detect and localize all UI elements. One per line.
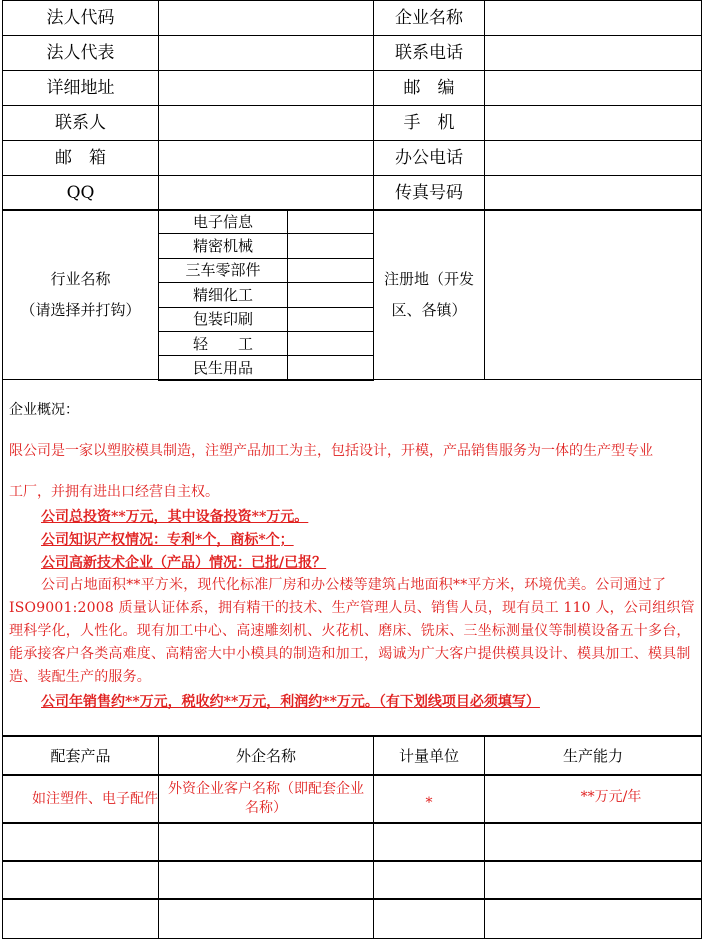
industry-label-cell bbox=[2, 209, 159, 380]
overview-intro-line1: 限公司是一家以塑胶模具制造，注塑产品加工为主，包括设计，开模，产品销售服务为一体的生产型专业 bbox=[9, 443, 653, 459]
company-overview bbox=[2, 379, 702, 736]
table-header: 配套产品 bbox=[2, 736, 159, 776]
table-empty-cell[interactable] bbox=[2, 898, 159, 939]
industry-label: 行业名称 bbox=[50, 270, 111, 289]
field-value-cell[interactable] bbox=[158, 70, 374, 106]
register-label-cell bbox=[373, 209, 485, 380]
field-value-cell[interactable] bbox=[158, 35, 374, 71]
register-value-cell[interactable] bbox=[484, 209, 702, 380]
field-value-cell[interactable] bbox=[158, 0, 374, 36]
field-label: 办公电话 bbox=[373, 140, 485, 176]
table-empty-cell[interactable] bbox=[158, 860, 374, 900]
table-empty-cell[interactable] bbox=[2, 822, 159, 862]
table-header: 生产能力 bbox=[484, 736, 702, 776]
industry-label-hint: （请选择并打钩） bbox=[20, 300, 141, 319]
industry-option-checkbox[interactable] bbox=[287, 355, 374, 380]
industry-option-checkbox[interactable] bbox=[287, 307, 374, 332]
table-empty-cell[interactable] bbox=[484, 898, 702, 939]
industry-option-label: 三车零部件 bbox=[158, 258, 288, 283]
field-label: QQ bbox=[2, 175, 159, 211]
field-value-cell[interactable] bbox=[484, 175, 702, 211]
table-header: 外企名称 bbox=[158, 736, 374, 776]
table-empty-cell[interactable] bbox=[484, 822, 702, 862]
field-label: 邮 箱 bbox=[2, 140, 159, 176]
overview-description: 公司占地面积**平方米，现代化标准厂房和办公楼等建筑占地面积**平方米，环境优美。公司通过了ISO9001:2008 质量认证体系，拥有精干的技术、生产管理人员、销售人员，现有员工 110 人，公司组织管理科学化，人性化。现有加工中心、高速雕刻机、火花机、磨床、铣床、三坐标测量仪等制模设备五十多台，能承接客户各类高难度、高精密大中小模具的制造和加工，竭诚为广大客户提供模具设计、模具加工、模具制造、装配生产的服务。 bbox=[9, 577, 695, 685]
field-label: 法人代表 bbox=[2, 35, 159, 71]
field-label: 邮 编 bbox=[373, 70, 485, 106]
field-value-cell[interactable] bbox=[484, 105, 702, 141]
industry-option-label: 民生用品 bbox=[158, 355, 288, 380]
overview-intro-line2: 工厂，并拥有进出口经营自主权。 bbox=[9, 484, 219, 500]
table-empty-cell[interactable] bbox=[373, 822, 485, 862]
table-example-cell: 如注塑件、电子配件 bbox=[2, 774, 159, 824]
register-label-cont: 区、各镇） bbox=[391, 300, 467, 319]
field-value-cell[interactable] bbox=[158, 140, 374, 176]
overview-investment: 公司总投资**万元，其中设备投资**万元。 bbox=[41, 509, 309, 525]
field-label: 详细地址 bbox=[2, 70, 159, 106]
industry-option-label: 轻 工 bbox=[158, 331, 288, 356]
table-empty-cell[interactable] bbox=[158, 822, 374, 862]
table-empty-cell[interactable] bbox=[373, 898, 485, 939]
table-empty-cell[interactable] bbox=[484, 860, 702, 900]
table-example-cell: * bbox=[373, 774, 485, 824]
industry-option-label: 包装印刷 bbox=[158, 307, 288, 332]
industry-option-label: 电子信息 bbox=[158, 209, 288, 234]
table-header: 计量单位 bbox=[373, 736, 485, 776]
industry-option-checkbox[interactable] bbox=[287, 282, 374, 307]
industry-option-label: 精细化工 bbox=[158, 282, 288, 307]
industry-option-label: 精密机械 bbox=[158, 233, 288, 258]
table-empty-cell[interactable] bbox=[158, 898, 374, 939]
overview-ip: 公司知识产权情况：专利*个，商标*个； bbox=[41, 532, 294, 548]
field-label: 传真号码 bbox=[373, 175, 485, 211]
field-value-cell[interactable] bbox=[158, 105, 374, 141]
industry-option-checkbox[interactable] bbox=[287, 331, 374, 356]
table-example-cell: 外资企业客户名称（即配套企业名称） bbox=[158, 774, 374, 824]
field-value-cell[interactable] bbox=[158, 175, 374, 211]
industry-option-checkbox[interactable] bbox=[287, 233, 374, 258]
field-value-cell[interactable] bbox=[484, 0, 702, 36]
overview-hightech: 公司高新技术企业（产品）情况：已批/已报？ bbox=[41, 555, 327, 571]
field-label: 手 机 bbox=[373, 105, 485, 141]
table-example-cell: **万元/年 bbox=[484, 774, 702, 824]
field-label: 法人代码 bbox=[2, 0, 159, 36]
industry-option-checkbox[interactable] bbox=[287, 258, 374, 283]
field-label: 联系人 bbox=[2, 105, 159, 141]
overview-sales: 公司年销售约**万元，税收约**万元，利润约**万元。（有下划线项目必须填写） bbox=[41, 694, 540, 710]
field-value-cell[interactable] bbox=[484, 35, 702, 71]
register-label: 注册地（开发 bbox=[383, 270, 474, 289]
overview-title: 企业概况： bbox=[9, 402, 79, 418]
field-label: 企业名称 bbox=[373, 0, 485, 36]
industry-option-checkbox[interactable] bbox=[287, 209, 374, 234]
field-value-cell[interactable] bbox=[484, 70, 702, 106]
enterprise-info-form bbox=[2, 0, 702, 938]
table-empty-cell[interactable] bbox=[2, 860, 159, 900]
field-label: 联系电话 bbox=[373, 35, 485, 71]
table-empty-cell[interactable] bbox=[373, 860, 485, 900]
field-value-cell[interactable] bbox=[484, 140, 702, 176]
